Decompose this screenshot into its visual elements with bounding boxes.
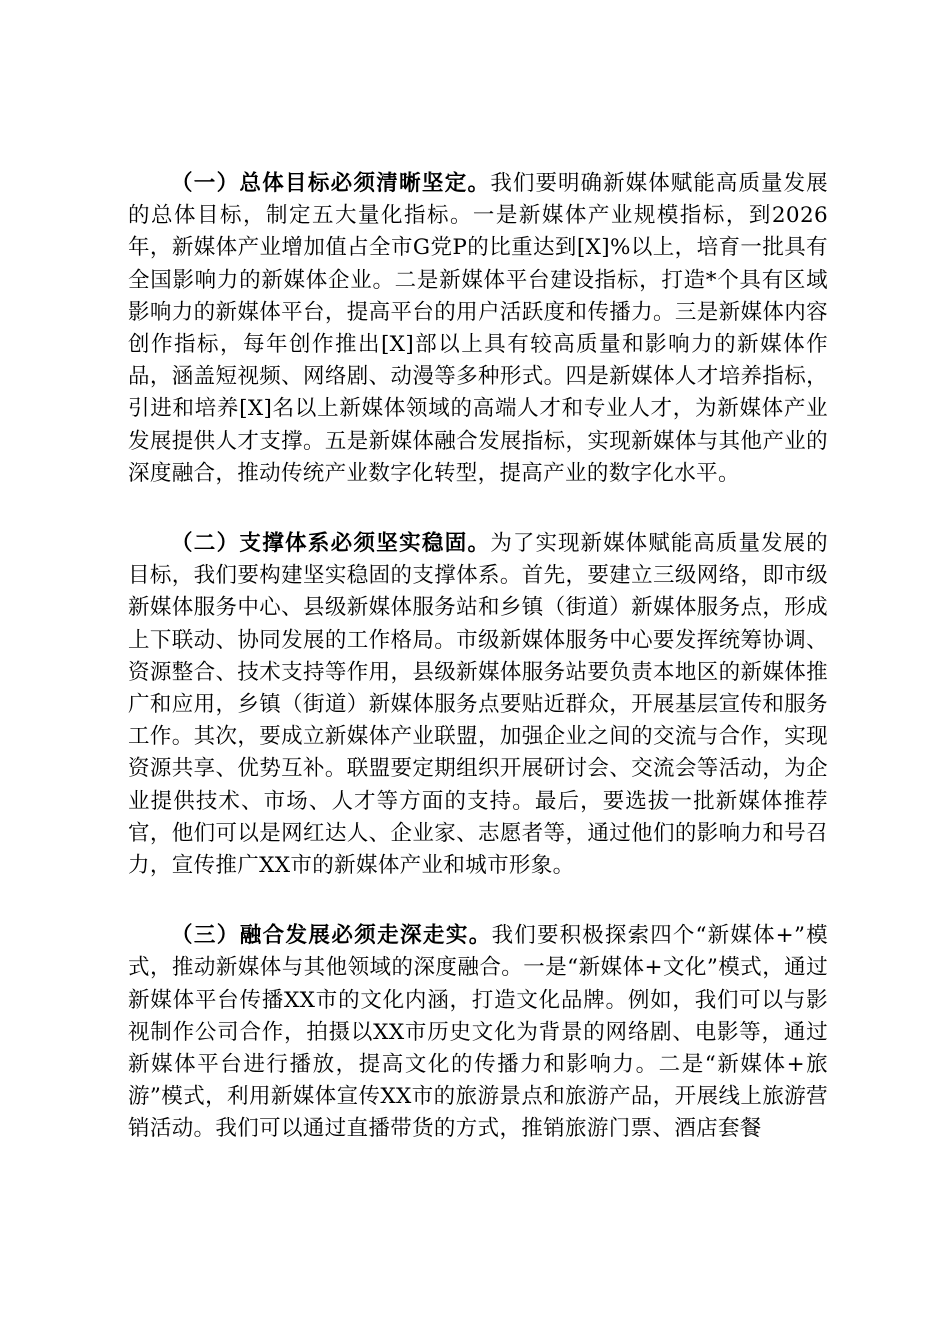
paragraph-support-system xyxy=(128,528,828,882)
document-body xyxy=(128,168,828,1146)
paragraph-heading: （三）融合发展必须走深走实。 xyxy=(171,923,492,949)
paragraph-text: 我们要积极探索四个“新媒体+”模式，推动新媒体与其他领域的深度融合。一是“新媒体+文化”模式，通过新媒体平台传播XX市的文化内涵，打造文化品牌。例如，我们可以与影视制作公司合作，拍摄以XX市历史文化为背景的网络剧、电影等，通过新媒体平台进行播放，提高文化的传播力和影响力。二是“新媒体+旅游”模式，利用新媒体宣传XX市的旅游景点和旅游产品，开展线上旅游营销活动。我们可以通过直播带货的方式，推销旅游门票、酒店套餐 xyxy=(128,923,828,1142)
paragraph-heading: （二）支撑体系必须坚实稳固。 xyxy=(171,531,491,557)
paragraph-text: 为了实现新媒体赋能高质量发展的目标，我们要构建坚实稳固的支撑体系。首先，要建立三级网络，即市级新媒体服务中心、县级新媒体服务站和乡镇（街道）新媒体服务点，形成上下联动、协同发展的工作格局。市级新媒体服务中心要发挥统筹协调、资源整合、技术支持等作用，县级新媒体服务站要负责本地区的新媒体推广和应用，乡镇（街道）新媒体服务点要贴近群众，开展基层宣传和服务工作。其次，要成立新媒体产业联盟，加强企业之间的交流与合作，实现资源共享、优势互补。联盟要定期组织开展研讨会、交流会等活动，为企业提供技术、市场、人才等方面的支持。最后，要选拔一批新媒体推荐官，他们可以是网红达人、企业家、志愿者等，通过他们的影响力和号召力，宣传推广XX市的新媒体产业和城市形象。 xyxy=(128,531,828,879)
paragraph-integrated-development xyxy=(128,920,828,1145)
paragraph-heading: （一）总体目标必须清晰坚定。 xyxy=(171,171,491,196)
paragraph-overall-goals xyxy=(128,168,828,490)
paragraph-text: 我们要明确新媒体赋能高质量发展的总体目标，制定五大量化指标。一是新媒体产业规模指标，到2026年，新媒体产业增加值占全市G党P的比重达到[X]%以上，培育一批具有全国影响力的新媒体企业。二是新媒体平台建设指标，打造*个具有区域影响力的新媒体平台，提高平台的用户活跃度和传播力。三是新媒体内容创作指标，每年创作推出[X]部以上具有较高质量和影响力的新媒体作品，涵盖短视频、网络剧、动漫等多种形式。四是新媒体人才培养指标，引进和培养[X]名以上新媒体领域的高端人才和专业人才，为新媒体产业发展提供人才支撑。五是新媒体融合发展指标，实现新媒体与其他产业的深度融合，推动传统产业数字化转型，提高产业的数字化水平。 xyxy=(128,171,828,486)
